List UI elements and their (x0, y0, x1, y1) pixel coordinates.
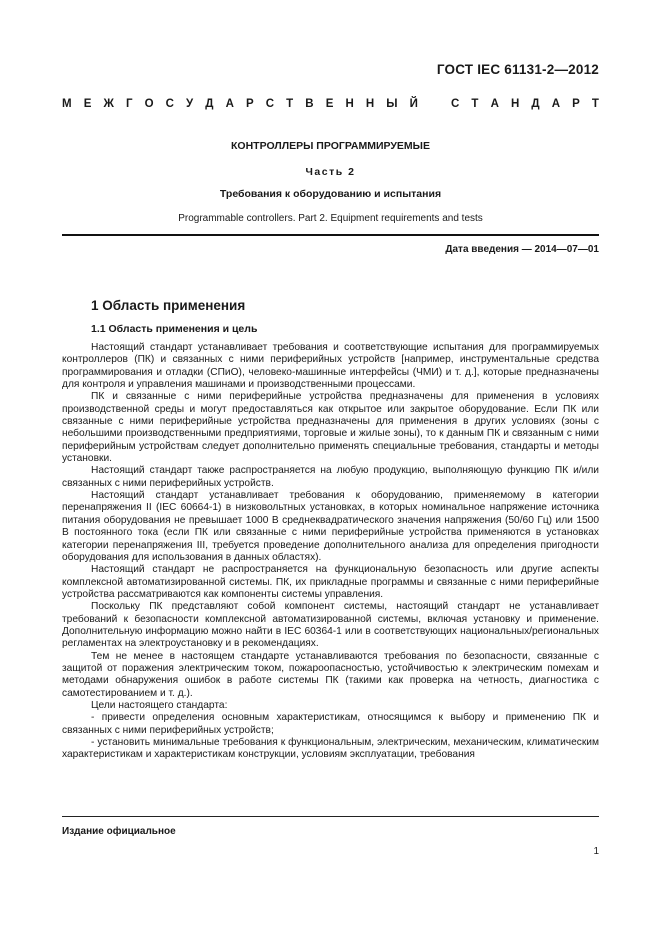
title-divider (62, 234, 599, 236)
banner-letter: В (305, 98, 314, 110)
list-item: - привести определения основным характеристикам, относящимся к выбору и применению ПК и связанных с ними периферийных устройств; (62, 712, 599, 736)
interstate-standard-banner (62, 98, 599, 110)
paragraph: ПК и связанные с ними периферийные устройства предназначены для применения в условиях производственной среды и могут предоставляться как открытое или закрытое оборудование. Если ПК или связанные с ними периферийные устройства предназначены для применения в других условиях (зоны с небольшими производственными предприятиями, торговые и жилые зоны), то к данным ПК и связанным с ними периферийным устройствам следует дополнительно применять специальные требования, стандарты и методы установки. (62, 391, 599, 465)
introduction-date: Дата введения — 2014—07—01 (445, 244, 599, 255)
document-title: КОНТРОЛЛЕРЫ ПРОГРАММИРУЕМЫЕ (231, 140, 430, 152)
body-text (62, 342, 599, 762)
banner-letter: Н (365, 98, 375, 110)
section-heading: 1 Область применения (91, 298, 246, 313)
banner-letter: Т (471, 98, 479, 110)
paragraph: Настоящий стандарт устанавливает требования и соответствующие испытания для программируемых контроллеров (ПК) и связанных с ними периферийных устройств [например, инструментальные средства программирования и отладки (СПиО), человеко-машинные интерфейсы (ЧМИ) и т. д.], которые предназначены для контроля и управления машинами и производственными процессами. (62, 342, 599, 391)
banner-letter: А (551, 98, 561, 110)
interstate-word (62, 98, 418, 110)
banner-letter: У (186, 98, 194, 110)
banner-letter: Т (591, 98, 599, 110)
banner-letter: Е (83, 98, 92, 110)
paragraph: Настоящий стандарт устанавливает требования к оборудованию, применяемому в категории перенапряжения II (IEC 60664-1) в низковольтных установках, в которых номинальное напряжение источника питания оборудования не превышает 1000 В среднеквадратического значения напряжения (50/60 Гц) или 1500 В постоянного тока (если ПК или связанные с ними периферийные устройства применяются в установках категории перенапряжения III, требуется проведение дополнительного анализа для определения пригодности оборудования для использования в данных областях). (62, 490, 599, 563)
english-title: Programmable controllers. Part 2. Equipment requirements and tests (178, 213, 483, 224)
banner-letter: Д (531, 98, 540, 110)
banner-letter: Ы (386, 98, 398, 110)
paragraph: Тем не менее в настоящем стандарте устанавливаются требования по безопасности, связанные с защитой от поражения электрическим током, пожароопасностью, устойчивостью к электрическим помехам и методами обнаружения ошибок в работе системы ПК (такими как проверка на четность, диагностика с самотестированием и т. д.). (62, 650, 599, 699)
paragraph: Настоящий стандарт не распространяется на функциональную безопасность или другие аспекты комплексной автоматизированной системы. ПК, их прикладные программы и связанные с ними периферийные устройства рассматриваются как компоненты системы управления. (62, 564, 599, 600)
official-edition-label: Издание официальное (62, 826, 176, 837)
banner-letter: Р (572, 98, 580, 110)
banner-letter: М (62, 98, 72, 110)
banner-letter: Д (205, 98, 214, 110)
banner-letter: Й (409, 98, 418, 110)
banner-letter: А (225, 98, 234, 110)
standard-number: ГОСТ IEC 61131-2—2012 (436, 62, 599, 77)
banner-letter: Г (125, 98, 133, 110)
banner-letter: Т (286, 98, 294, 110)
banner-letter: О (144, 98, 154, 110)
paragraph: Настоящий стандарт также распространяется на любую продукцию, выполняющую функцию ПК и/или связанных с ними периферийных устройств. (62, 465, 599, 489)
banner-letter: А (490, 98, 499, 110)
banner-letter: С (451, 98, 460, 110)
banner-letter: Н (345, 98, 354, 110)
banner-letter: С (265, 98, 275, 110)
document-subtitle: Требования к оборудованию и испытания (219, 188, 442, 200)
subsection-heading: 1.1 Область применения и цель (91, 323, 258, 335)
standard-word (451, 98, 599, 110)
footer-divider (62, 816, 599, 817)
part-label: Часть 2 (305, 166, 356, 178)
banner-letter: Н (510, 98, 520, 110)
paragraph: Цели настоящего стандарта: (91, 699, 228, 711)
banner-letter: Ж (103, 98, 114, 110)
paragraph: Поскольку ПК представляют собой компонент системы, настоящий стандарт не устанавливает требований к безопасности комплексной автоматизированной системы, включая установку и применение. Дополнительную информацию можно найти в IEC 60364-1 или в соответствующих национальных/региональных регламентах на электроустановку и в рекомендациях. (62, 601, 599, 650)
page-number: 1 (593, 846, 599, 857)
banner-letter: С (165, 98, 174, 110)
banner-letter: Р (245, 98, 254, 110)
list-item: - установить минимальные требования к функциональным, электрическим, механическим, климатическим характеристикам и характеристикам конструкции, условиям эксплуатации, требования (62, 737, 599, 761)
banner-letter: Е (325, 98, 334, 110)
